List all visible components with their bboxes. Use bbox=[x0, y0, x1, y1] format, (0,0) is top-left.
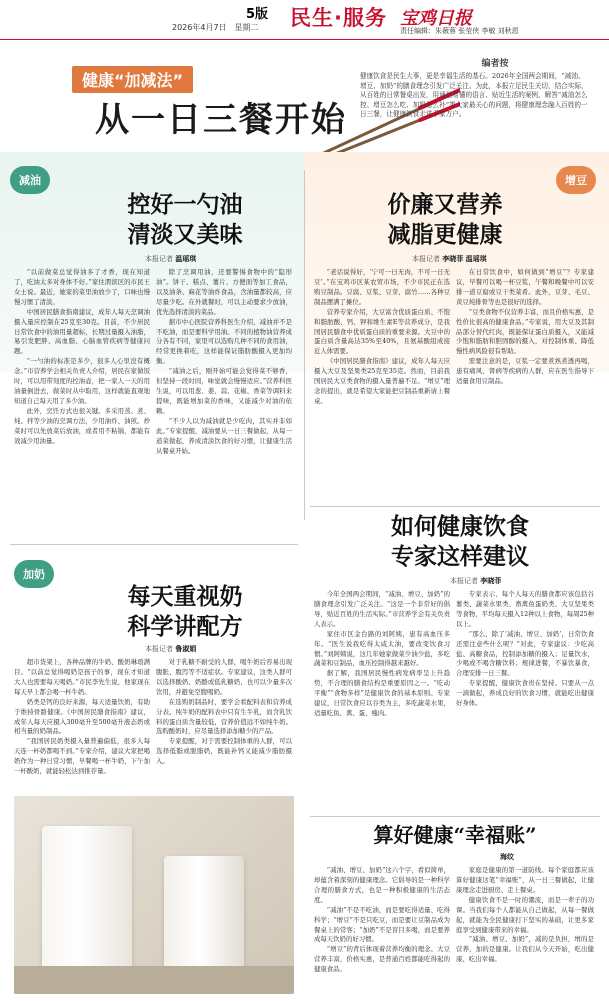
byline-name: 李晓菲 温瑶琪 bbox=[442, 255, 487, 263]
byline-reduce-oil bbox=[145, 254, 196, 264]
section-divider bbox=[10, 544, 298, 545]
byline-label: 本报记者 bbox=[145, 255, 173, 263]
paragraph: “减油”不是不吃油，而是要吃得适量、吃得科学；“增豆”不是只吃豆，而是要让豆制品成为餐桌上的常客；“加奶”不是盲目多喝，而是要养成每天饮奶的好习惯。 bbox=[314, 905, 450, 944]
paragraph: “增豆”的背后体现着营养均衡的理念。大豆营养丰富，价格实惠，是普通百姓都能吃得起的健康食品。 bbox=[314, 945, 450, 974]
article-happiness-col2 bbox=[456, 866, 594, 994]
headline-line-2: 清淡又美味 bbox=[127, 220, 243, 248]
paragraph: 健康饮食不是一时的潮流，而是一辈子的功课。当我们每个人都能从自己做起，从每一餐做起，就能为全民健康打下坚实的基础，让更多家庭享受到健康带来的幸福。 bbox=[456, 895, 594, 934]
headline-line-1: 价廉又营养 bbox=[387, 191, 503, 218]
paragraph: 据市中心医院营养科医生介绍，减油并不是不吃油，而是要科学用油。不同的植物油营养成分各有不同，家里可以选购几种不同的食用油，经常更换着吃，这样能保证脂肪酸摄入更加均衡。 bbox=[156, 317, 292, 366]
paragraph: “不少人以为减油就是少吃肉，其实并非如此。”专家提醒，减油要从一日三餐做起，从每一道菜做起，养成清淡饮食的好习惯，让健康生活从餐桌开始。 bbox=[156, 416, 292, 455]
paragraph: 家庭是健康的第一道防线。每个家庭都应该算好健康这笔“幸福账”，从一日三餐做起，让健康理念走进厨房、走上餐桌。 bbox=[456, 866, 594, 894]
paragraph: 超市货架上，各种品牌的牛奶、酸奶琳琅满目。“以前总觉得喝奶是孩子的事，现在才知道大人也需要每天喝奶。”市民李先生说，他家现在每天早上都会喝一杯牛奶。 bbox=[14, 658, 150, 696]
byline-name: 鲁淑娟 bbox=[175, 645, 197, 653]
byline-name: 海纹 bbox=[500, 853, 514, 861]
paragraph: 对于乳糖不耐受的人群，喝牛奶后容易出现腹胀、腹泻等不适症状。专家建议，这类人群可以选择酸奶、奶酪或低乳糖奶，也可以少量多次饮用，并避免空腹喝奶。 bbox=[156, 658, 292, 696]
byline-name: 李晓菲 bbox=[480, 577, 502, 585]
byline-happiness-account bbox=[500, 852, 514, 862]
paragraph: 除了烹调用油，还要警惕食物中的“隐形油”。饼干、糕点、薯片、方便面等加工食品，以及油条、麻花等油炸食品，含油量都较高，应尽量少吃。在外就餐时，可以主动要求少放油，优先选择清淡的菜品。 bbox=[156, 268, 292, 316]
byline-label: 本报记者 bbox=[145, 645, 173, 653]
masthead bbox=[0, 0, 609, 40]
paragraph: “老话说得好，‘宁可一日无肉，不可一日无豆’。”在宝鸡市区某农贸市场，不少市民正在选购豆制品。豆腐、豆浆、豆芽、腐竹……各种豆制品摆满了摊位。 bbox=[314, 268, 450, 306]
tag-add-soy: 增豆 bbox=[556, 166, 596, 194]
article-reduce-oil-col1 bbox=[14, 268, 150, 538]
headline-add-soy bbox=[350, 190, 540, 250]
headline-expert-advice bbox=[350, 512, 570, 572]
byline-label: 本报记者 bbox=[412, 255, 440, 263]
paragraph: 需要注意的是，豆浆一定要煮熟煮透再喝，患有痛风、肾病等疾病的人群，应在医生指导下适量食用豆制品。 bbox=[456, 357, 594, 386]
article-add-milk-col1 bbox=[14, 658, 150, 792]
tablecloth bbox=[14, 966, 294, 994]
paragraph: 在日常饮食中，如何做到“增豆”？专家建议，早餐可以喝一杯豆浆，午餐和晚餐中可以安排一道豆腐或豆干类菜肴。此外，豆芽、毛豆、黄豆炖排骨等也是很好的选择。 bbox=[456, 268, 594, 306]
headline-line-1: 控好一勺油 bbox=[127, 191, 243, 218]
paragraph: 此外，烹饪方式也很关键。多采用蒸、煮、炖、拌等少油的烹调方法，少用油炸、油煎。炒菜时可以先放菜后放油，或者用不粘锅，都能有效减少用油量。 bbox=[14, 406, 150, 445]
article-add-soy-col2 bbox=[456, 268, 594, 504]
paragraph: “减油、增豆、加奶”，减的是负担，增的是营养，加的是健康。让我们从今天开始，吃出健康、吃出幸福。 bbox=[456, 935, 594, 964]
article-expert-advice-col1 bbox=[314, 590, 450, 810]
editors-line: 责任编辑：朱薇蓉 张莹侠 李敏 刘秋恩 bbox=[400, 27, 519, 35]
byline-add-milk bbox=[145, 644, 196, 654]
paragraph: 在选购奶制品时，要学会看配料表和营养成分表。纯牛奶的配料表中只有生牛乳，而含乳饮料的蛋白质含量较低，营养价值远不如纯牛奶。选购酸奶时，应尽量选择添加糖少的产品。 bbox=[156, 697, 292, 736]
paragraph: 营养专家介绍，大豆富含优质蛋白质、不饱和脂肪酸、钙、钾和维生素E等营养成分，是我国居民膳食中优质蛋白质的重要来源。大豆中的蛋白质含量高达35%至40%，且氨基酸组成接近人体需要。 bbox=[314, 307, 450, 356]
paragraph: “以前做菜总觉得油多了才香，现在知道了，吃油太多对身体不好。”家住渭滨区的市民王女士说。最近，她家的菜里油放少了，口味也慢慢习惯了清淡。 bbox=[14, 268, 150, 306]
paragraph: 据了解，我国居民慢性病发病率呈上升趋势，不合理的膳食结构是重要原因之一。“吃动平衡”“食物多样”是健康饮食的基本原则。专家建议，日常饮食应以谷类为主，多吃蔬菜水果，适量吃鱼、禽、蛋、瘦肉。 bbox=[314, 669, 450, 718]
paragraph: 奶类是钙的良好来源，每天适量饮奶，有助于维持骨骼健康。《中国居民膳食指南》建议，成年人每天应摄入300毫升至500毫升液态奶或相当量的奶制品。 bbox=[14, 697, 150, 736]
page-number: 5版 bbox=[246, 7, 269, 22]
headline-line-1: 如何健康饮食 bbox=[391, 513, 529, 540]
milk-glass-icon bbox=[164, 856, 244, 976]
paragraph: 《中国居民膳食指南》建议，成年人每天应摄入大豆及坚果类25克至35克。然而，目前我国居民大豆类食物的摄入量普遍不足。“增豆”理念的提出，就是希望大家能把豆制品重新请上餐桌。 bbox=[314, 357, 450, 405]
paragraph: “我国居民奶类摄入量普遍偏低，很多人每天连一杯奶都喝不到。”专家介绍，建议大家把喝奶作为一种日常习惯，早餐喝一杯牛奶，下午加一杯酸奶，就能轻松达到推荐量。 bbox=[14, 737, 150, 776]
paragraph: “豆类食物不仅营养丰富，而且价格实惠，是性价比很高的健康食品。”专家说，用大豆及其制品部分替代红肉，既能保证蛋白质摄入，又能减少饱和脂肪和胆固醇的摄入，对控制体重、降低慢性病风险很有帮助。 bbox=[456, 307, 594, 356]
section-divider bbox=[310, 506, 600, 507]
paragraph: 专家提醒，健康饮食贵在坚持。只要从一点一滴做起，养成良好的饮食习惯，就能吃出健康好身体。 bbox=[456, 679, 594, 708]
article-add-soy-col1 bbox=[314, 268, 450, 504]
paragraph: “一勺油的标准是多少，很多人心里没有概念。”市营养学会相关负责人介绍，居民在家做饭时，可以用带刻度的控油壶，把一家人一天的用油量倒进去，做菜时从中取用，这样就能直观地知道自己每天用了多少油。 bbox=[14, 357, 150, 405]
headline-line-2: 科学讲配方 bbox=[127, 612, 243, 640]
hero-title: 从一日三餐开始 bbox=[95, 100, 347, 140]
byline-expert-advice bbox=[450, 576, 501, 586]
headline-line-2: 减脂更健康 bbox=[387, 220, 503, 248]
paragraph: 专家提醒，对于需要控制体重的人群，可以选择低脂或脱脂奶，既能补钙又能减少脂肪摄入。 bbox=[156, 737, 292, 766]
headline-happiness-account: 算好健康“幸福账” bbox=[373, 823, 537, 847]
paragraph: 今年全国两会期间，“减油、增豆、加奶”的膳食理念引发广泛关注。“这是一个非常好的倡导，贴近百姓的生活实际。”市营养学会有关负责人表示。 bbox=[314, 590, 450, 628]
headline-line-1: 每天重视奶 bbox=[127, 583, 243, 610]
paragraph: “那么，除了‘减油、增豆、加奶’，日常饮食还需注意些什么呢？”对此，专家建议：少吃高盐、高糖食品，控制添加糖的摄入；足量饮水，少喝或不喝含糖饮料；规律进餐，不暴饮暴食，合理安排一日三餐。 bbox=[456, 629, 594, 678]
milk-photo bbox=[14, 796, 294, 994]
column-divider bbox=[304, 170, 305, 520]
issue-date: 2026年4月7日 星期二 bbox=[172, 23, 259, 32]
article-add-milk-col2 bbox=[156, 658, 292, 792]
byline-add-soy bbox=[412, 254, 487, 264]
paragraph: 专家表示，每个人每天的膳食都应该包括谷薯类、蔬菜水果类、畜禽鱼蛋奶类、大豆坚果类等食物，平均每天摄入12种以上食物，每周25种以上。 bbox=[456, 590, 594, 628]
tag-reduce-oil: 减油 bbox=[10, 166, 50, 194]
newspaper-logo: 宝鸡日报 bbox=[400, 8, 472, 29]
paragraph: “减油之后，刚开始可能会觉得菜不够香，但坚持一段时间，味觉就会慢慢适应。”营养科医生说，可以用葱、姜、蒜、花椒、香菜等调料来提味，既能增加菜的香味，又能减少对油的依赖。 bbox=[156, 367, 292, 415]
paragraph: “减油、增豆、加奶”这六个字，看似简单，却蕴含着深刻的健康理念。它倡导的是一种科学合理的膳食方式，也是一种积极健康的生活态度。 bbox=[314, 866, 450, 904]
hero-kicker: 健康“加减法” bbox=[72, 66, 193, 93]
headline-line-2: 专家这样建议 bbox=[391, 542, 529, 570]
editors-note-body: 健康饮食是民生大事，更是幸福生活的基石。2026年全国两会期间，“减油、增豆、加奶”的膳食理念引发广泛关注。为此，本报立足民生关切，结合实际，从百姓的日常餐桌出发，用通俗易懂的语言、贴近生活的案例，解答“减油怎么控、增豆怎么吃、加奶怎么补”等大家最关心的问题，将健康理念融入百姓的一日三餐，让健康饮食走进千家万户。 bbox=[360, 72, 588, 119]
paragraph: 中国居民膳食指南建议，成年人每天烹调油摄入量应控制在25克至30克。目前，不少居民日常饮食中的油用量超标，长期过量摄入油脂，易引发肥胖、高血脂、心脑血管疾病等健康问题。 bbox=[14, 307, 150, 356]
headline-add-milk bbox=[90, 582, 280, 642]
article-expert-advice-col2 bbox=[456, 590, 594, 810]
paragraph: 家住市区金台路的刘阿姨，患有高血压多年。“医生说我吃得太咸太油，要改变饮食习惯。”刘阿姨说，这几年她家做菜少油少盐，多吃蔬菜和豆制品，血压控制得越来越好。 bbox=[314, 629, 450, 668]
byline-name: 温瑶琪 bbox=[175, 255, 197, 263]
editors-note bbox=[360, 56, 590, 120]
article-reduce-oil-col2 bbox=[156, 268, 292, 538]
editors-note-title: 编者按 bbox=[481, 59, 509, 69]
tag-add-milk: 加奶 bbox=[14, 560, 54, 588]
article-happiness-col1 bbox=[314, 866, 450, 994]
section-title: 民生·服务 bbox=[290, 6, 387, 30]
byline-label: 本报记者 bbox=[450, 577, 478, 585]
section-divider bbox=[310, 816, 600, 817]
milk-glass-icon bbox=[42, 826, 132, 976]
headline-reduce-oil bbox=[90, 190, 280, 250]
